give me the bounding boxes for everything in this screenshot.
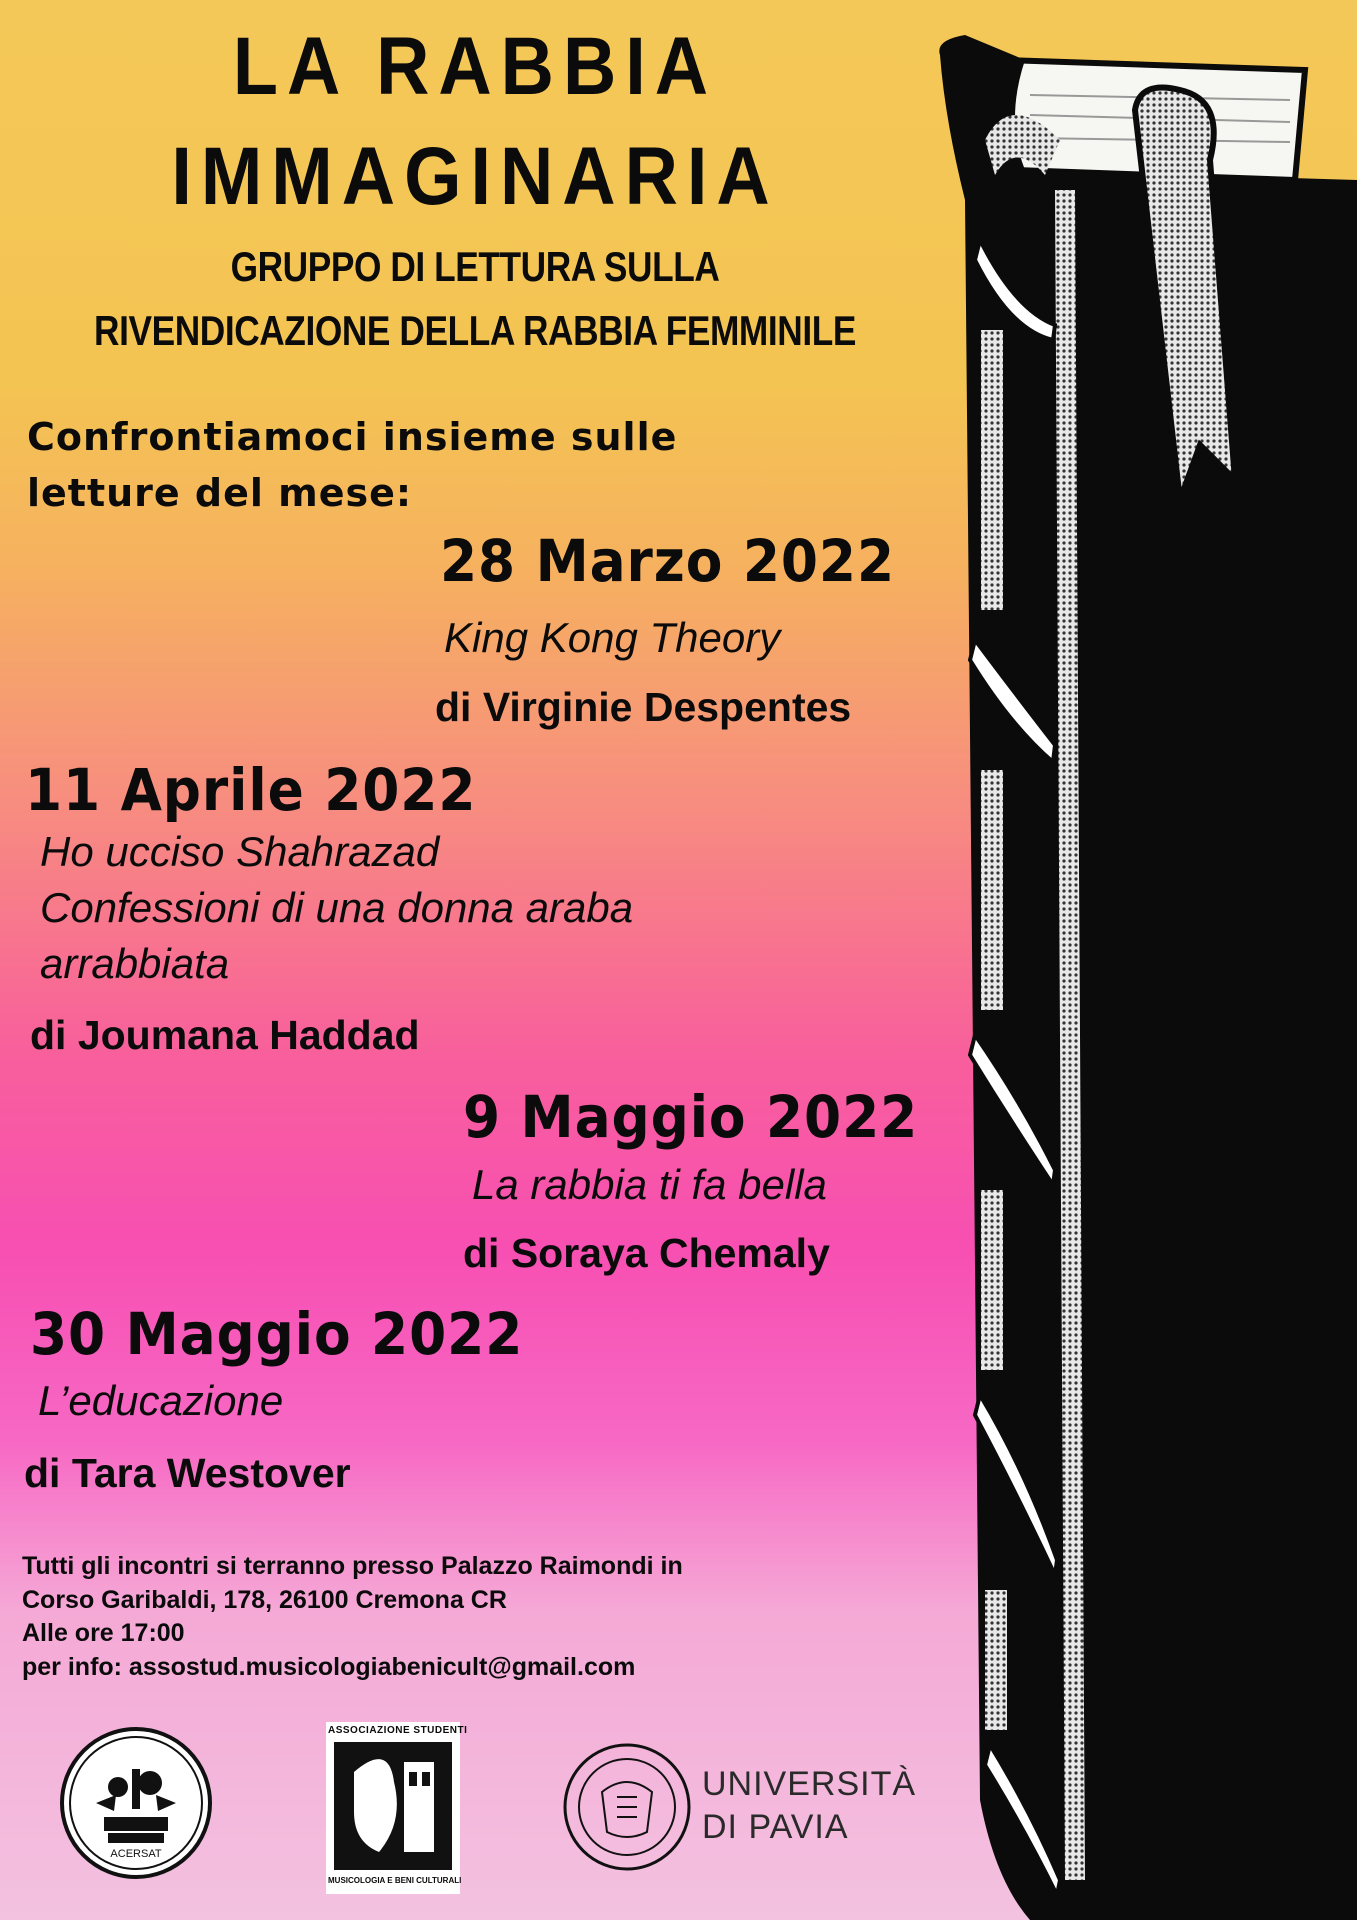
info-time: Alle ore 17:00 xyxy=(22,1619,185,1647)
university-name-line-2: DI PAVIA xyxy=(702,1808,849,1846)
event-author: di Virginie Despentes xyxy=(435,684,852,730)
event-author: di Joumana Haddad xyxy=(30,1012,420,1058)
intro-line-1: Confrontiamoci insieme sulle xyxy=(27,415,678,459)
info-location: Tutti gli incontri si terranno presso Palazzo Raimondi in xyxy=(22,1552,683,1580)
event-book-title: Confessioni di una donna araba xyxy=(40,884,634,931)
acersat-logo xyxy=(58,1725,214,1881)
event-book-title: Ho ucciso Shahrazad xyxy=(40,828,440,875)
subtitle-line-2: RIVENDICAZIONE DELLA RABBIA FEMMINILE xyxy=(94,307,856,354)
event-book-title: arrabbiata xyxy=(40,940,230,987)
event-author: di Tara Westover xyxy=(24,1450,351,1496)
book-illustration xyxy=(935,0,1357,1920)
info-address: Corso Garibaldi, 178, 26100 Cremona CR xyxy=(22,1586,507,1614)
event-date: 30 Maggio 2022 xyxy=(30,1300,524,1368)
title-line-2: IMMAGINARIA xyxy=(171,131,779,222)
association-logo xyxy=(326,1722,468,1894)
university-name-line-1: UNIVERSITÀ xyxy=(702,1765,917,1803)
association-bottom-label: MUSICOLOGIA E BENI CULTURALI xyxy=(328,1876,462,1885)
event-book-title: King Kong Theory xyxy=(444,614,781,661)
association-top-label: ASSOCIAZIONE STUDENTI xyxy=(328,1725,468,1736)
university-logo xyxy=(562,1742,692,1872)
subtitle-line-1: GRUPPO DI LETTURA SULLA xyxy=(230,243,720,290)
acersat-label: ACERSAT xyxy=(110,1848,162,1860)
event-author: di Soraya Chemaly xyxy=(463,1230,830,1276)
event-date: 28 Marzo 2022 xyxy=(440,527,896,595)
event-book-title: L’educazione xyxy=(38,1377,284,1424)
info-email: per info: assostud.musicologiabenicult@gmail.com xyxy=(22,1653,636,1681)
event-date: 11 Aprile 2022 xyxy=(25,756,477,824)
intro-line-2: letture del mese: xyxy=(27,471,413,515)
event-book-title: La rabbia ti fa bella xyxy=(472,1161,827,1208)
event-date: 9 Maggio 2022 xyxy=(463,1083,919,1151)
title-line-1: LA RABBIA xyxy=(232,21,718,112)
